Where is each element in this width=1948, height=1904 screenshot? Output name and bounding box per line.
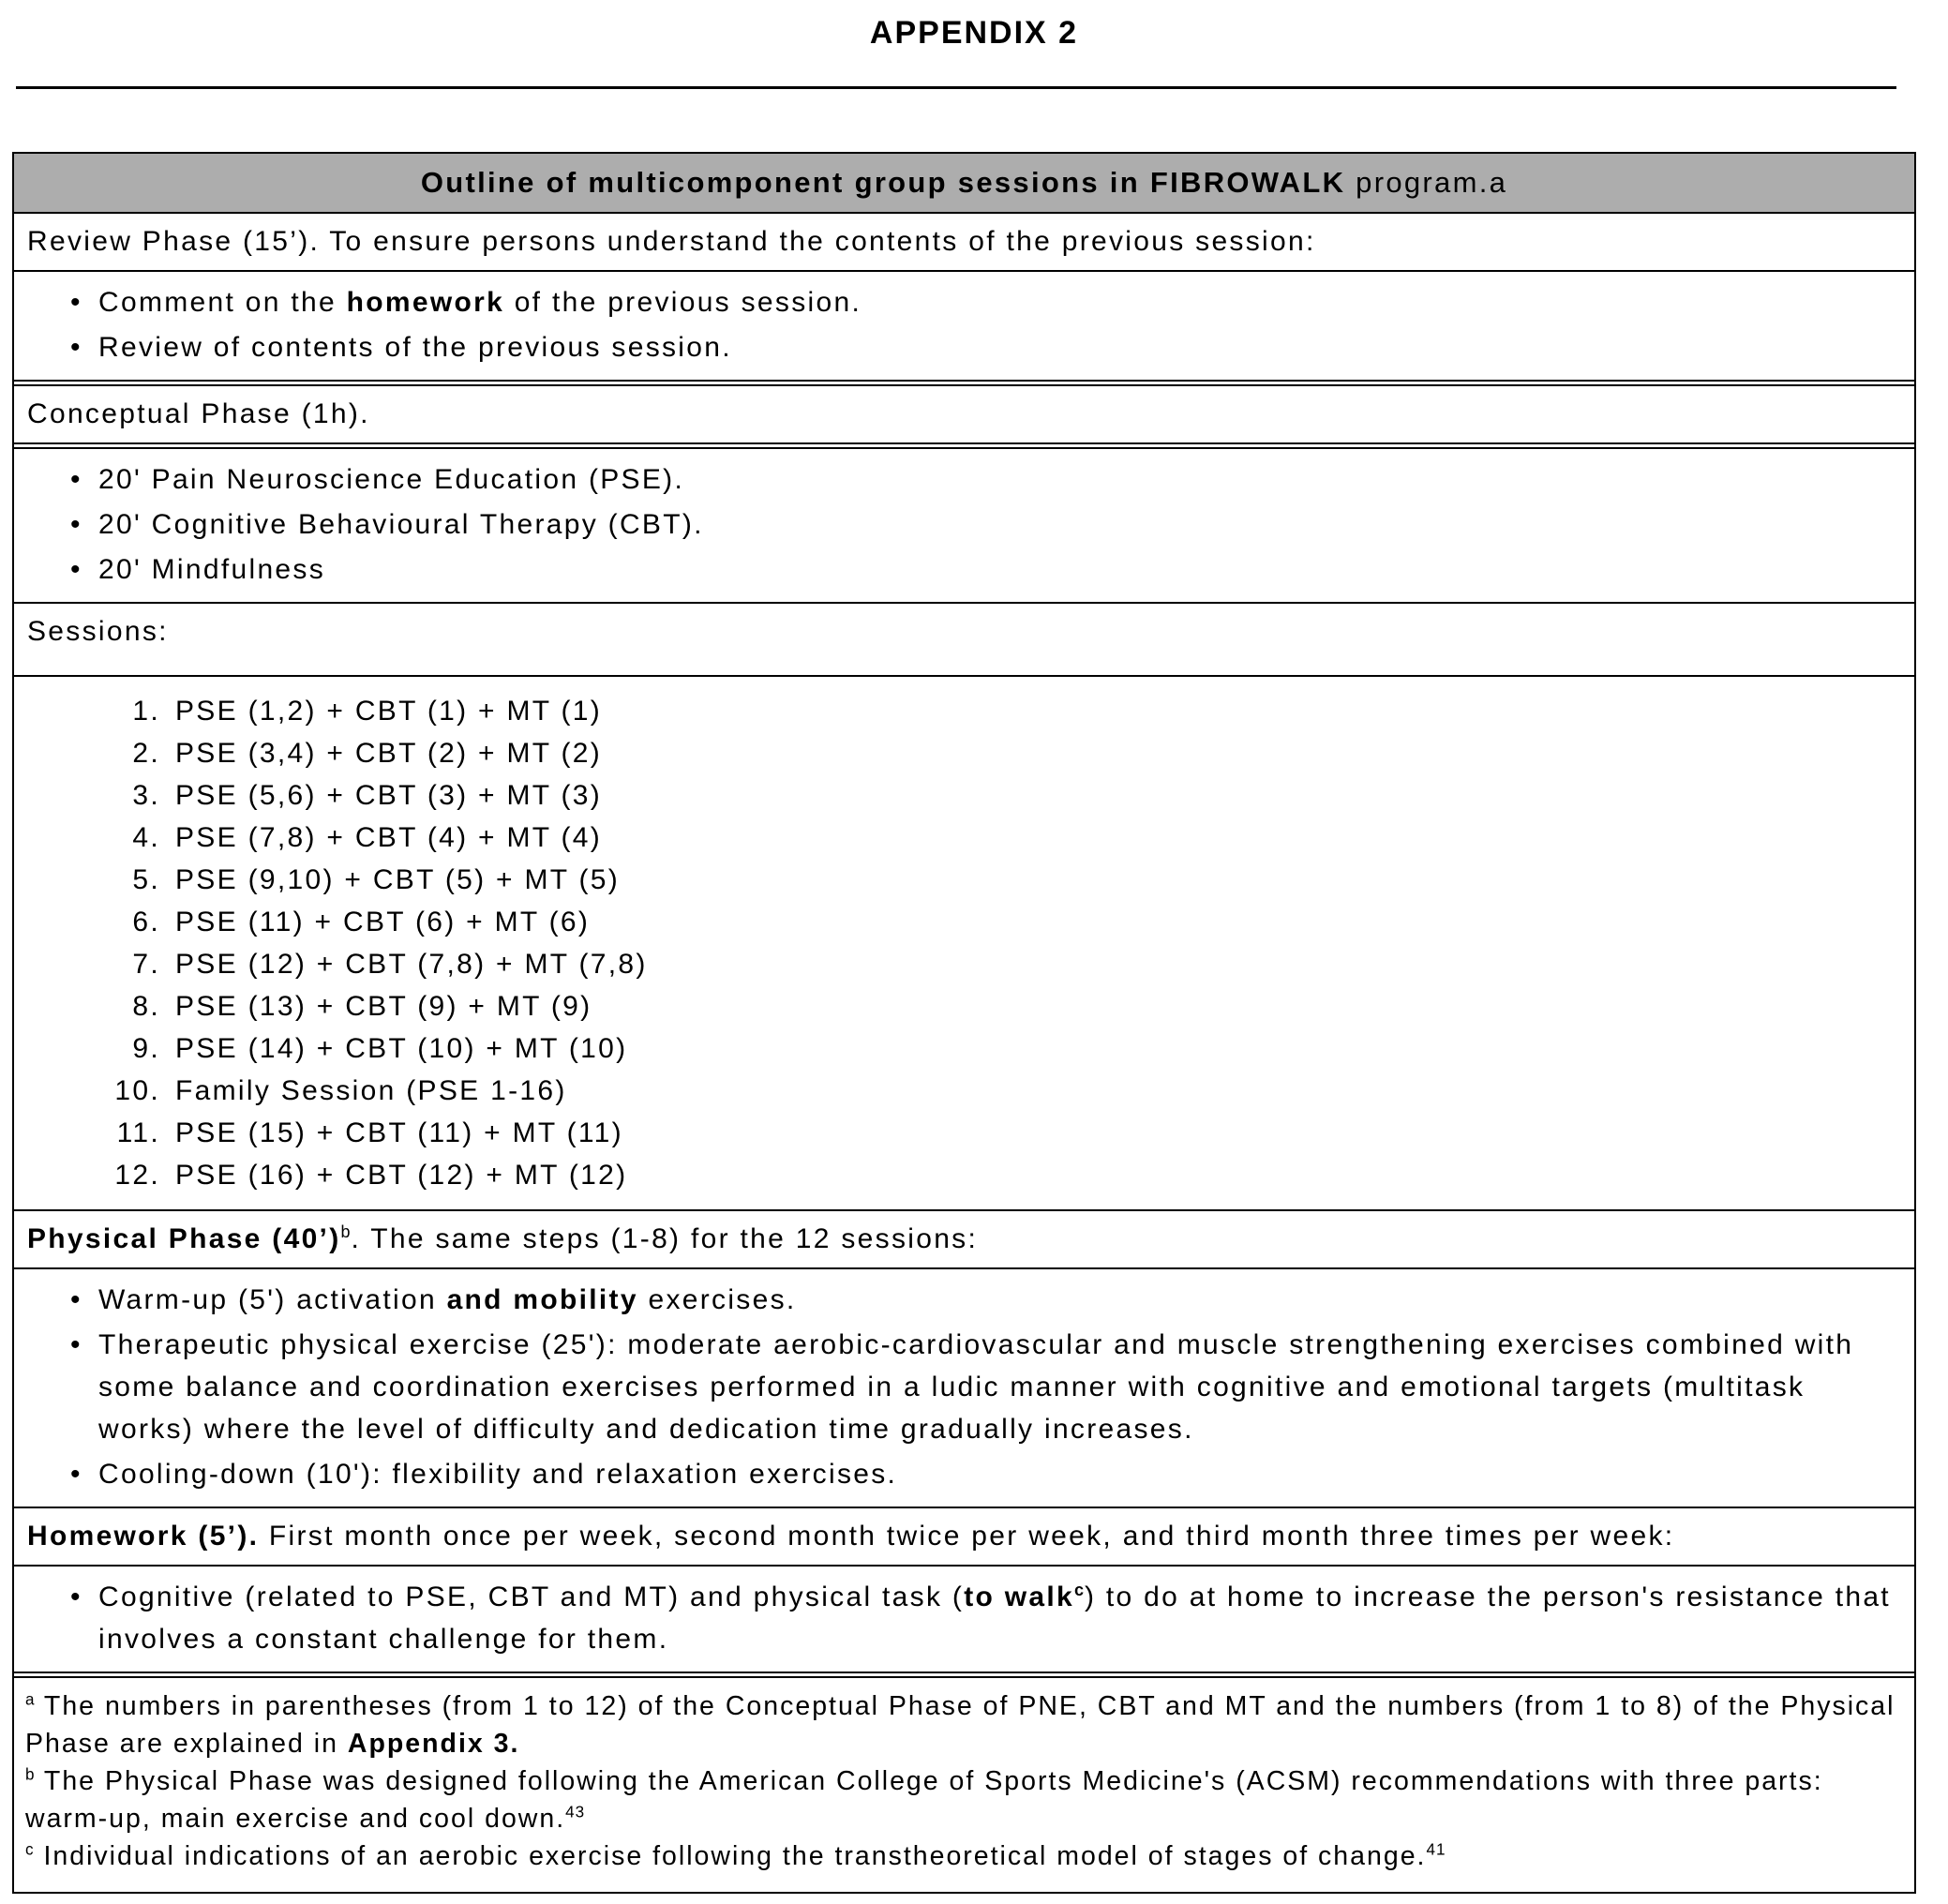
text-segment: and mobility: [446, 1284, 638, 1315]
homework-row: [14, 1507, 1914, 1565]
sessions-list-row: [14, 675, 1914, 1209]
text-segment: First month once per week, second month twice per week, and third month three times per week:: [259, 1521, 1675, 1552]
bullet-item: [27, 1453, 1899, 1495]
text-segment: Conceptual Phase (1h).: [27, 398, 370, 429]
review-phase-bullets: [14, 270, 1914, 380]
numbered-item: [29, 985, 1899, 1027]
text-segment: Review Phase (15’). To ensure persons understand the contents of the previous session:: [27, 226, 1316, 257]
numbered-item: [29, 1027, 1899, 1070]
numbered-item: [29, 1154, 1899, 1196]
bullet-list: [27, 281, 1899, 368]
page-title: APPENDIX 2: [869, 15, 1079, 51]
item-number: 11.: [116, 1117, 160, 1148]
item-number: 6.: [132, 907, 160, 937]
text-segment: ) to do at home to increase the person's resistance that involves a constant challenge for them.: [98, 1582, 1891, 1655]
bullet-item: [27, 548, 1899, 591]
text-segment: Cognitive (related to PSE, CBT and MT) and physical task (: [98, 1582, 965, 1612]
homework-bullets: [14, 1565, 1914, 1672]
bullet-item: [27, 458, 1899, 501]
item-text: PSE (9,10) + CBT (5) + MT (5): [175, 864, 621, 895]
bullet-list: [27, 458, 1899, 591]
superscript-marker: 41: [1426, 1840, 1446, 1859]
text-segment: program.a: [1345, 166, 1508, 199]
conceptual-phase-row: [14, 380, 1914, 442]
text-segment: The numbers in parentheses (from 1 to 12) of the Conceptual Phase of PNE, CBT and MT and the numbers (from 1 to 8) of the Physical Phase are explained in: [25, 1691, 1896, 1759]
item-text: PSE (11) + CBT (6) + MT (6): [175, 907, 591, 937]
numbered-item: [29, 817, 1899, 859]
bullet-item: [27, 1279, 1899, 1321]
session-table: [12, 152, 1916, 1894]
text-segment: exercises.: [637, 1284, 797, 1315]
text-segment: of the previous session.: [504, 287, 862, 318]
item-number: 1.: [132, 696, 160, 727]
item-text: PSE (3,4) + CBT (2) + MT (2): [175, 738, 603, 769]
item-number: 5.: [132, 864, 160, 895]
text-segment: homework: [346, 287, 505, 318]
item-text: PSE (16) + CBT (12) + MT (12): [175, 1160, 628, 1191]
numbered-item: [29, 943, 1899, 985]
text-segment: to walk: [964, 1582, 1074, 1612]
text-segment: Appendix 3.: [347, 1729, 520, 1759]
item-number: 3.: [132, 780, 160, 811]
footnote-item: [25, 1762, 1899, 1837]
text-segment: Comment on the: [98, 287, 347, 318]
text-segment: Warm-up (5') activation: [98, 1284, 447, 1315]
superscript-marker: c: [1073, 1581, 1085, 1599]
text-segment: . The same steps (1-8) for the 12 sessions:: [351, 1223, 979, 1254]
item-number: 12.: [114, 1160, 160, 1191]
footnotes-row: [14, 1672, 1914, 1892]
superscript-marker: b: [340, 1222, 352, 1241]
conceptual-phase-bullets: [14, 442, 1914, 602]
bullet-item: [27, 281, 1899, 323]
numbered-item: [29, 901, 1899, 943]
physical-phase-row: [14, 1209, 1914, 1267]
bullet-item: [27, 326, 1899, 368]
item-text: PSE (12) + CBT (7,8) + MT (7,8): [175, 949, 648, 980]
item-text: PSE (5,6) + CBT (3) + MT (3): [175, 780, 603, 811]
text-segment: Therapeutic physical exercise (25'): moderate aerobic-cardiovascular and muscle strengthening exercises combined with some balance and coordination exercises performed in a ludic manner with cognitive and emotional targets (multitask works) where the level of difficulty and dedication time gradually increases.: [98, 1329, 1854, 1445]
physical-phase-bullets: [14, 1267, 1914, 1507]
text-segment: Outline of multicomponent group sessions in FIBROWALK: [420, 166, 1346, 199]
text-segment: 20' Pain Neuroscience Education (PSE).: [98, 464, 685, 495]
title-rule: [16, 86, 1896, 89]
text-segment: Review of contents of the previous session.: [98, 332, 732, 363]
item-text: PSE (7,8) + CBT (4) + MT (4): [175, 822, 603, 853]
numbered-item: [29, 859, 1899, 901]
text-segment: Individual indications of an aerobic exercise following the transtheoretical model of stages of change.: [34, 1841, 1427, 1871]
footnote-item: [25, 1687, 1899, 1762]
bullet-list: [27, 1576, 1899, 1660]
bullet-item: [27, 1576, 1899, 1660]
superscript-marker: 43: [565, 1803, 586, 1822]
text-segment: Homework (5’).: [27, 1521, 260, 1552]
bullet-item: [27, 503, 1899, 546]
item-text: PSE (1,2) + CBT (1) + MT (1): [175, 696, 603, 727]
sessions-row: [14, 602, 1914, 675]
numbered-item: [29, 732, 1899, 774]
footnote-item: [25, 1837, 1899, 1875]
item-text: PSE (14) + CBT (10) + MT (10): [175, 1033, 628, 1064]
item-number: 8.: [132, 991, 160, 1022]
item-text: PSE (15) + CBT (11) + MT (11): [175, 1117, 623, 1148]
item-number: 10.: [114, 1075, 160, 1106]
bullet-list: [27, 1279, 1899, 1495]
item-number: 4.: [132, 822, 160, 853]
text-segment: The Physical Phase was designed following the American College of Sports Medicine's (ACSM) recommendations with three parts: warm-up, main exercise and cool down.: [25, 1766, 1823, 1834]
item-number: 9.: [132, 1033, 160, 1064]
item-text: PSE (13) + CBT (9) + MT (9): [175, 991, 592, 1022]
text-segment: Cooling-down (10'): flexibility and relaxation exercises.: [98, 1459, 898, 1490]
numbered-item: [29, 774, 1899, 817]
bullet-item: [27, 1324, 1899, 1450]
item-number: 7.: [132, 949, 160, 980]
item-text: Family Session (PSE 1-16): [175, 1075, 567, 1106]
numbered-item: [29, 1070, 1899, 1112]
text-segment: Physical Phase (40’): [27, 1223, 341, 1254]
text-segment: Sessions:: [27, 616, 169, 647]
superscript-marker: b: [25, 1765, 36, 1784]
superscript-marker: c: [25, 1840, 35, 1859]
review-phase-row: [14, 212, 1914, 270]
text-segment: 20' Mindfulness: [98, 554, 326, 585]
numbered-item: [29, 1112, 1899, 1154]
superscript-marker: a: [25, 1690, 36, 1709]
numbered-item: [29, 690, 1899, 732]
item-number: 2.: [132, 738, 160, 769]
table-title-row: [14, 154, 1914, 212]
text-segment: 20' Cognitive Behavioural Therapy (CBT).: [98, 509, 704, 540]
